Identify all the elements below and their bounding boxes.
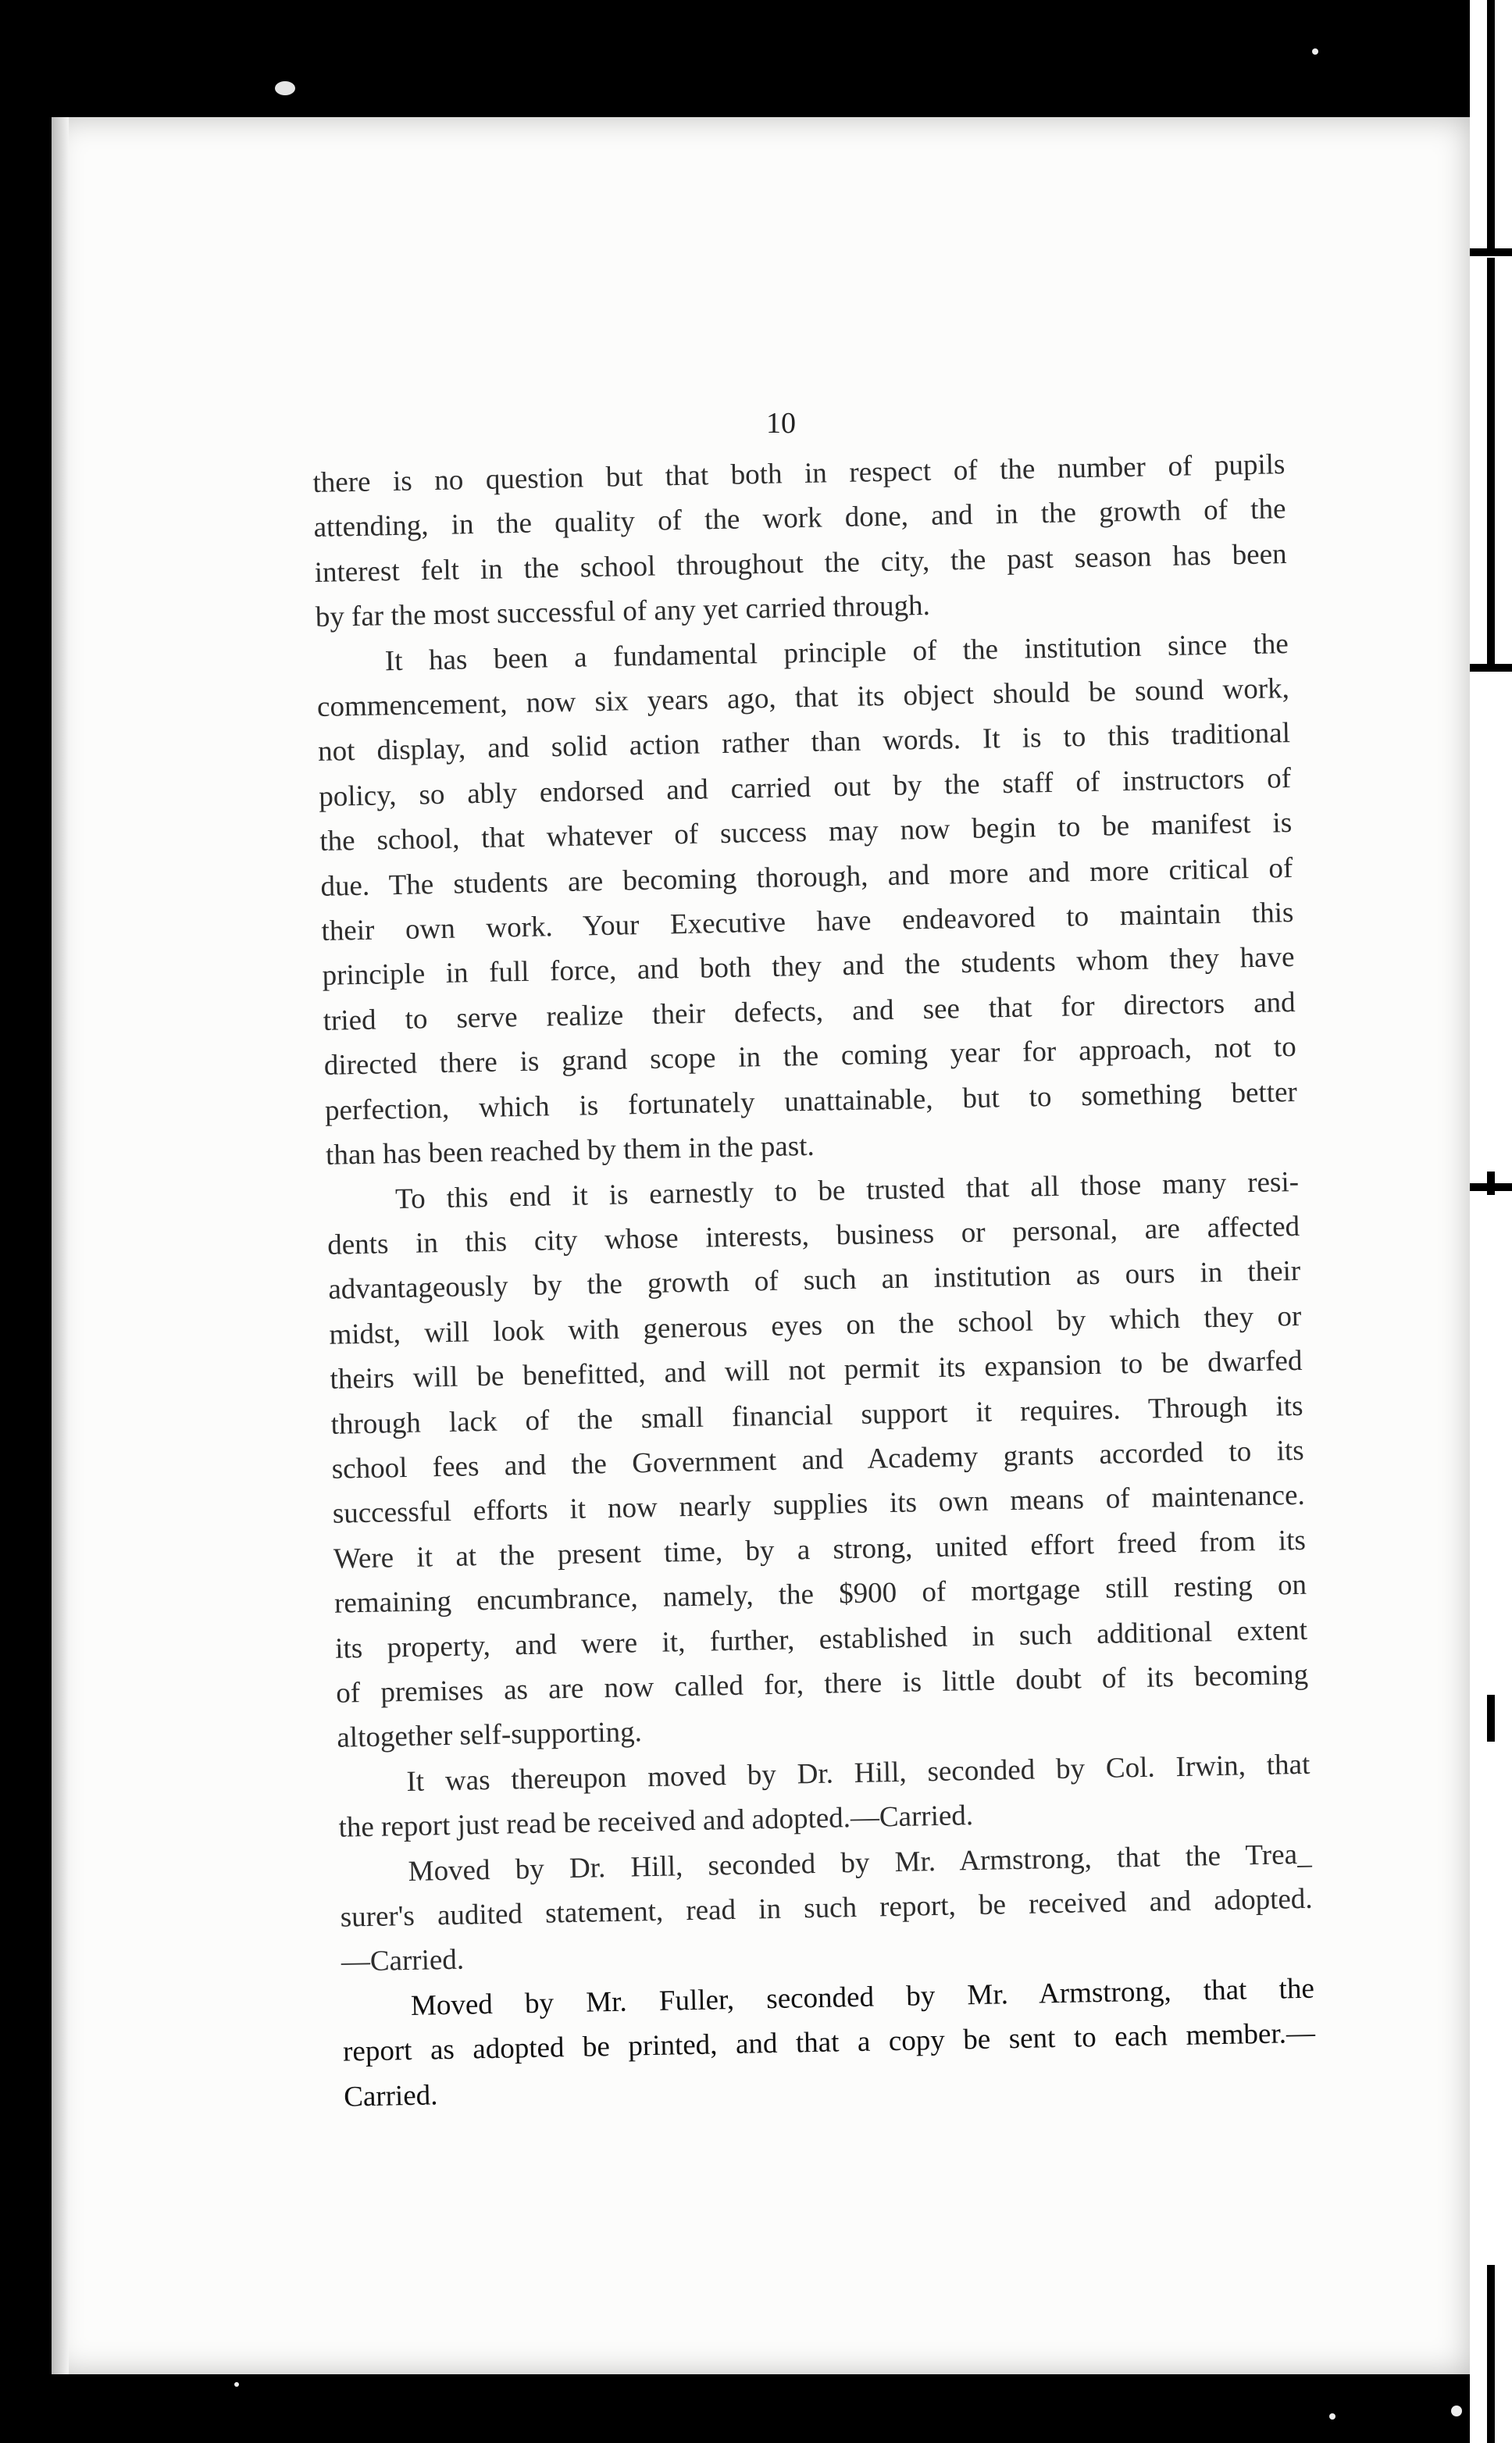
text-line: there is no question but that both in respect of the number of pupils	[312, 448, 1286, 499]
binding-mark	[1487, 258, 1495, 664]
text-line: interest felt in the school throughout the city, the past season has been	[314, 537, 1287, 589]
paragraph	[312, 442, 1288, 640]
text-line: the school, that whatever of success may now begin to be manifest is	[319, 807, 1293, 858]
text-line: It was thereupon moved by Dr. Hill, seconded by Col. Irwin, that	[406, 1748, 1311, 1798]
text-line: their own work. Your Executive have endeavored to maintain this	[321, 897, 1294, 947]
text-line: dents in this city whose interests, business or personal, are affected	[326, 1210, 1300, 1261]
text-line: report as adopted be printed, and that a copy be sent to each member.—	[342, 2017, 1316, 2068]
text-line: principle in full force, and both they and the students whom they have	[322, 941, 1295, 993]
paper-left-edge	[52, 117, 69, 2374]
dust-speck	[1329, 2413, 1335, 2420]
dust-speck	[1312, 48, 1318, 55]
paragraph	[339, 1831, 1314, 1985]
text-line: theirs will be benefitted, and will not permit its expansion to be dwarfed	[330, 1345, 1303, 1396]
text-line: It has been a fundamental principle of the institution since the	[384, 627, 1289, 677]
binding-mark	[1487, 2265, 1495, 2443]
text-line: its property, and were it, further, established in such additional extent	[334, 1614, 1308, 1665]
page-number: 10	[766, 407, 796, 440]
text-line: remaining encumbrance, namely, the $900 of mortgage still resting on	[333, 1568, 1307, 1620]
text-line: To this end it is earnestly to be trusted that all those many resi-	[394, 1165, 1300, 1215]
binding-tick	[1470, 1183, 1512, 1191]
binding-tick	[1470, 664, 1512, 672]
text-line: due. The students are becoming thorough, and more and more critical of	[320, 851, 1293, 903]
facing-page-edge	[1470, 0, 1512, 2443]
text-line: not display, and solid action rather than words. It is to this traditional	[317, 717, 1291, 769]
text-line: policy, so ably endorsed and carried out by the staff of instructors of	[318, 761, 1292, 813]
binding-tick	[1470, 248, 1512, 256]
text-line: midst, will look with generous eyes on the school by which they or	[329, 1300, 1302, 1351]
text-line: Moved by Mr. Fuller, seconded by Mr. Armstrong, that the	[410, 1972, 1315, 2022]
text-line: of premises as are now called for, there is little doubt of its becoming	[335, 1658, 1309, 1710]
text-line: Moved by Dr. Hill, seconded by Mr. Armstrong, that the Trea_	[408, 1838, 1312, 1888]
text-line: than has been reached by them in the past.	[325, 1129, 815, 1172]
text-line: school fees and the Government and Academy grants accorded to its	[331, 1434, 1304, 1485]
text-line: the report just read be received and adopted.—Carried.	[338, 1799, 974, 1844]
binding-mark	[1487, 0, 1495, 250]
binding-mark	[1487, 1695, 1495, 1742]
dust-speck	[275, 81, 295, 95]
paragraph	[341, 1967, 1316, 2120]
paragraph	[316, 622, 1298, 1179]
dust-speck	[1451, 2406, 1462, 2416]
text-line: Carried.	[343, 2078, 438, 2113]
text-line: attending, in the quality of the work done, and in the growth of the	[313, 493, 1286, 544]
text-line: directed there is grand scope in the coming year for approach, not to	[323, 1031, 1297, 1082]
text-line: perfection, which is fortunately unattainable, but to something better	[324, 1075, 1298, 1127]
text-line: commencement, now six years ago, that its object should be sound work,	[316, 672, 1290, 723]
text-line: tried to serve realize their defects, and see that for directors and	[323, 986, 1296, 1037]
text-line: through lack of the small financial support it requires. Through its	[330, 1389, 1303, 1441]
text-line: —Carried.	[341, 1944, 465, 1979]
text-line: surer's audited statement, read in such report, be received and adopted.	[340, 1882, 1313, 1934]
text-line: by far the most successful of any yet carried through.	[315, 590, 931, 634]
paragraph	[326, 1159, 1310, 1760]
text-line: altogether self-supporting.	[337, 1716, 643, 1755]
body-text	[312, 442, 1317, 2120]
dust-speck	[234, 2382, 239, 2387]
text-line: advantageously by the growth of such an institution as ours in their	[327, 1255, 1301, 1307]
text-line: Were it at the present time, by a strong, united effort freed from its	[333, 1524, 1307, 1575]
text-line: successful efforts it now nearly supplies its own means of maintenance.	[332, 1479, 1306, 1531]
